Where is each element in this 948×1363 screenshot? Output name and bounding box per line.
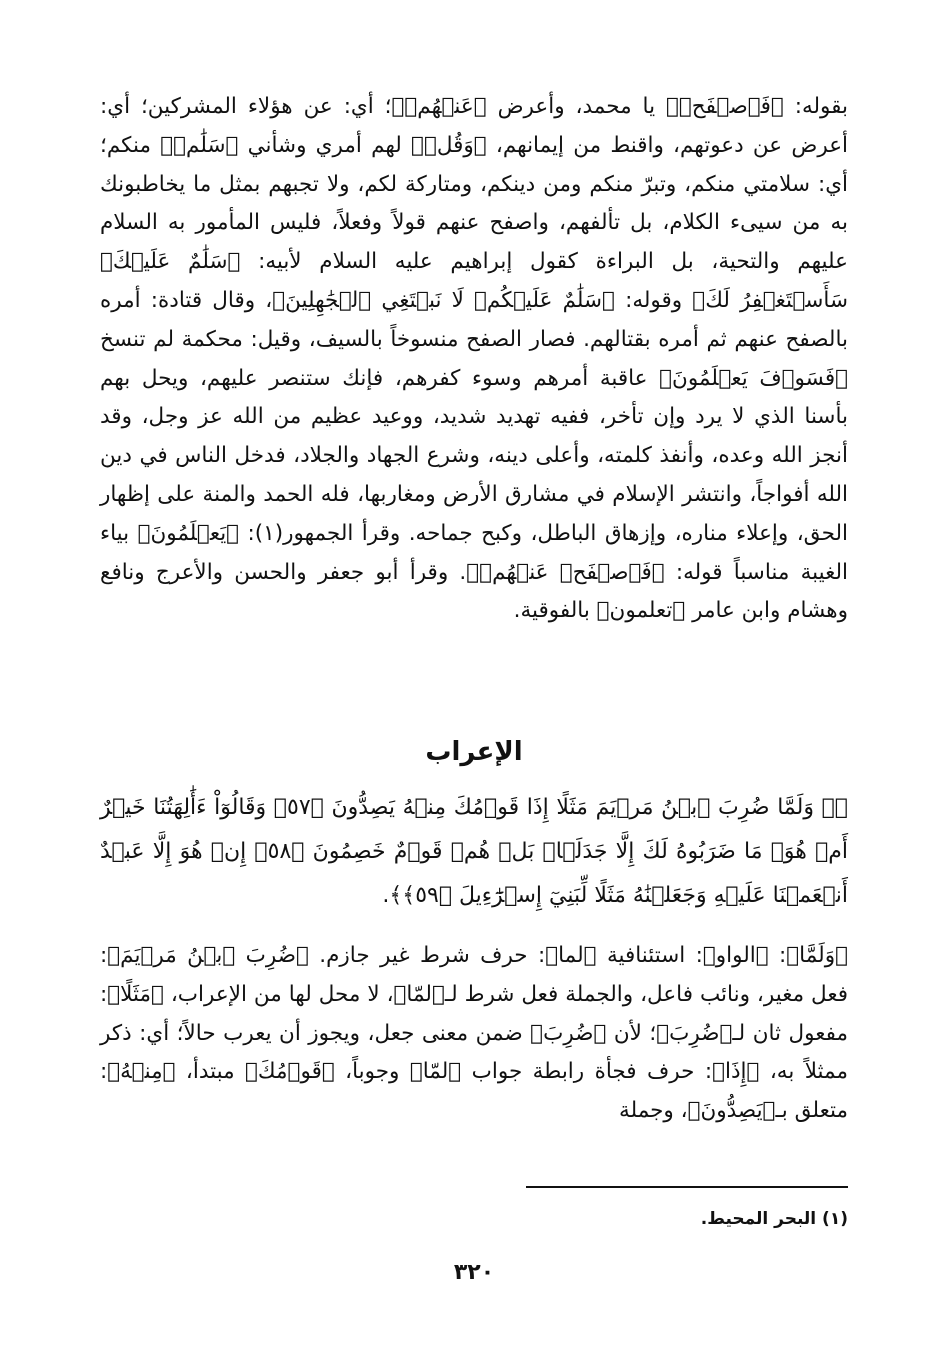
footnote-divider [526,1186,848,1188]
verses-paragraph: ﴿۞ وَلَمَّا ضُرِبَ ٱبۡنُ مَرۡيَمَ مَثَلًا إِذَا قَوۡمُكَ مِنۡهُ يَصِدُّونَ ﴿٥٧﴾ وَقَالُوٓاْ ءَأَٰلِهَتُنَا خَيۡرٌ أَمۡ هُوَۚ مَا ضَرَبُوهُ لَكَ إِلَّا جَدَلَۢاۚ بَلۡ هُمۡ قَوۡمٌ خَصِمُونَ ﴿٥٨﴾ إِنۡ هُوَ إِلَّا عَبۡدٌ أَنۡعَمۡنَا عَلَيۡهِ وَجَعَلۡنَٰهُ مَثَلًا لِّبَنِيٓ إِسۡرَٰٓءِيلَ ﴿٥٩﴾﴾. [100,795,849,908]
body-text [100,88,848,631]
page-number: ٣٢٠ [453,1260,495,1285]
section-heading: الإعراب [425,737,523,767]
footnote: (١) البحر المحيط. [700,1209,848,1229]
grammar-paragraph: ﴿وَلَمَّا﴾: ﴿الواو﴾: استئنافية ﴿لما﴾: حرف شرط غير جازم. ﴿ضُرِبَ ٱبۡنُ مَرۡيَمَ﴾: فعل مغير، ونائب فاعل، والجملة فعل شرط لـ﴿لمّا﴾، لا محل لها من الإعراب، ﴿مَثَلًا﴾: مفعول ثان لـ﴿ضُرِبَ﴾؛ لأن ﴿ضُرِبَ﴾ ضمن معنى جعل، ويجوز أن يعرب حالاً؛ أي: ذكر ممثلاً به، ﴿إِذَا﴾: حرف فجأة رابطة جواب ﴿لمّا﴾ وجوباً، ﴿قَوۡمُكَ﴾ مبتدأ، ﴿مِنۡهُ﴾: متعلق بـ﴿يَصِدُّونَ﴾، وجملة [100,943,848,1124]
quran-verses [100,786,848,918]
body-paragraph: بقوله: ﴿فَٱصۡفَحۡ﴾ يا محمد، وأعرض ﴿عَنۡهُمۡ﴾؛ أي: عن هؤلاء المشركين؛ أي: أعرض عن دعوتهم، واقنط من إيمانهم، ﴿وَقُلۡ﴾ لهم أمري وشأني ﴿سَلَٰمٞ﴾ منكم؛ أي: سلامتي منكم، وتبرّ منكم ومن دينكم، ومتاركة لكم، ولا تجبهم بمثل ما يخاطبونك به من سيىء الكلام، بل تألفهم، واصفح عنهم قولاً وفعلاً، فليس المأمور به السلام عليهم والتحية، بل البراءة كقول إبراهيم عليه السلام لأبيه: ﴿سَلَٰمٌ عَلَيۡكَۖ سَأَسۡتَغۡفِرُ لَكَ﴾ وقوله: ﴿سَلَٰمٌ عَلَيۡكُمۡ لَا نَبۡتَغِي ٱلۡجَٰهِلِينَ﴾، وقال قتادة: أمره بالصفح عنهم ثم أمره بقتالهم. فصار الصفح منسوخاً بالسيف، وقيل: محكمة لم تنسخ ﴿فَسَوۡفَ يَعۡلَمُونَ﴾ عاقبة أمرهم وسوء كفرهم، فإنك ستنصر عليهم، ويحل بهم بأسنا الذي لا يرد وإن تأخر، ففيه تهديد شديد، ووعيد عظيم من الله عز وجل، وقد أنجز الله وعده، وأنفذ كلمته، وأعلى دينه، وشرع الجهاد والجلاد، فدخل الناس في دين الله أفواجاً، وانتشر الإسلام في مشارق الأرض ومغاربها، فله الحمد والمنة على إظهار الحق، وإعلاء مناره، وإزهاق الباطل، وكبح جماحه. وقرأ الجمهور(١): ﴿يَعۡلَمُونَ﴾ بياء الغيبة مناسباً قوله: ﴿فَٱصۡفَحۡ عَنۡهُمۡ﴾. وقرأ أبو جعفر والحسن والأعرج ونافع وهشام وابن عامر ﴿تعلمون﴾ بالفوقية. [100,94,848,624]
grammar-analysis [100,937,848,1131]
